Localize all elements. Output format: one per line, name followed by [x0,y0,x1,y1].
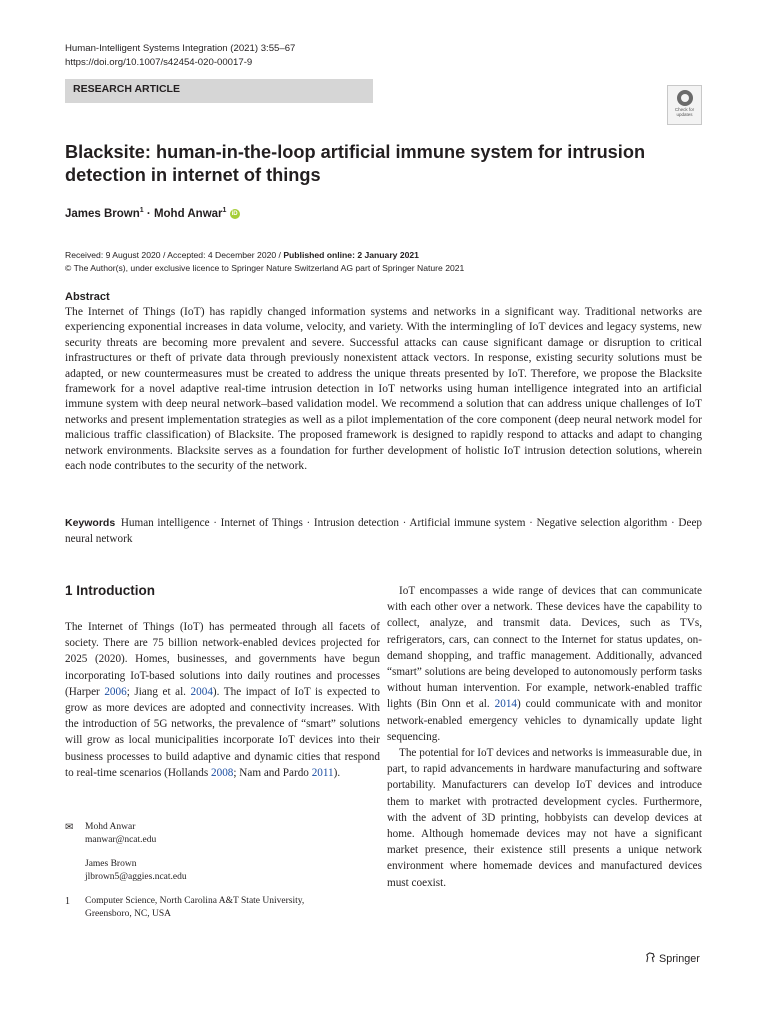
text-run: ; Nam and Pardo [233,766,312,779]
section-heading: 1 Introduction [65,583,155,598]
right-column [387,583,702,891]
author-list [65,207,240,220]
keywords-text: Human intelligence · Internet of Things · Intrusion detection · Artificial immune system · Negative selection algorithm · Deep neural network [65,517,703,545]
author-name[interactable]: James Brown [65,207,140,220]
author-name[interactable]: Mohd Anwar [153,207,223,220]
doi-link[interactable]: https://doi.org/10.1007/s42454-020-00017-9 [65,57,253,68]
publisher-logo [645,952,700,965]
journal-citation: Human-Intelligent Systems Integration (2021) 3:55–67 [65,43,296,54]
text-run: IoT encompasses a wide range of devices that can communicate with each other over a network. These devices have the capability to collect, analyze, and transmit data. Devices, such as TVs, refrigerators, cars, can connect to the Internet for status updates, on-demand shopping, and traffic management. Additionally, advanced “smart” solutions are being developed to autonomously perform tasks without human intervention. For example, network-enabled traffic lights (Bin Onn et al. [387,585,702,711]
springer-horse-icon [645,952,656,963]
article-type: RESEARCH ARTICLE [73,83,180,95]
corresponding-author [65,821,304,847]
author-footnote [65,821,304,921]
text-run: ). [333,766,341,779]
coauthor-name: James Brown [85,859,137,869]
paragraph: The potential for IoT devices and networks is immeasurable due, in part, to rapid advancements in hardware manufacturing and software portability. Manufacturers can develop IoT devices and introduce them to market with protracted development cycles. Furthermore, with the advent of 3D printing, hobbyists can develop devices at home. Although homemade devices may not have a significant market presence, their existence still presents a unique network environment where homemade devices and manufactured devices must coexist. [387,747,702,889]
abstract-body: The Internet of Things (IoT) has rapidly changed information systems and networks in a significant way. Traditional networks are experiencing exponential increases in data volume, velocity, and variety. With the intermingling of IoT devices and legacy systems, new security threats are becoming more prevalent and severe. Successful attacks can cause significant damage or disruption to critical infrastructures or theft of private data through previously nonexistent attack vectors. In response, existing security solutions must be adapted, or new countermeasures must be created to address the unique threats presented by IoT. Therefore, we propose the Blacksite framework for a novel adaptive real-time intrusion detection in IoT networks using human intelligence integrated into an artificial immune system with deep neural network–based validation model. We recommend a solution that can address unique challenges of IoT networks and present implementation strategies as well as a pilot implementation of the core component (deep neural network model for malicious traffic classification) of Blacksite. The proposed framework is designed to rapidly respond to attacks and adapt to changing network environments. Blacksite serves as a foundation for further development of holistic IoT intrusion detection solutions, wherein each node contributes to the security of the network. [65,306,702,473]
left-column [65,619,380,781]
affiliation [65,895,304,921]
keywords [65,515,702,547]
affiliation-mark: 1 [139,207,144,214]
text-run: ; Jiang et al. [126,685,191,698]
orcid-icon[interactable]: iD [231,210,238,217]
citation-link[interactable]: 2011 [311,766,334,779]
affiliation-number: 1 [65,896,70,907]
copyright-text: The Author(s), under exclusive licence to Springer Nature Switzerland AG part of Springer Nature 2021 [73,263,465,273]
affiliation-line: Greensboro, NC, USA [85,909,172,919]
paragraph [387,583,702,745]
article-title: Blacksite: human-in-the-loop artificial immune system for intrusion detection in internet of things [65,142,646,185]
citation-link[interactable]: 2006 [104,685,127,698]
text-run: ) could communicate with and monitor network-enabled emergency vehicles to dynamically update light sequencing. [387,698,702,743]
coauthor-email[interactable]: jlbrown5@aggies.ncat.edu [85,872,187,882]
contact-email[interactable]: manwar@ncat.edu [85,835,157,845]
received-accepted: Received: 9 August 2020 / Accepted: 4 December 2020 / [65,250,284,260]
history-line [65,249,464,262]
co-author [65,858,304,884]
paragraph [65,619,380,781]
publisher-name: Springer [659,953,700,965]
published-online: Published online: 2 January 2021 [283,250,419,260]
affiliation-mark: 1 [222,207,227,214]
abstract-heading: Abstract [65,291,110,303]
author-separator: · [146,207,151,220]
citation-link[interactable]: 2014 [494,698,518,711]
keywords-label: Keywords [65,517,116,529]
contact-name: Mohd Anwar [85,822,136,832]
publication-dates [65,249,464,275]
envelope-icon: ✉ [65,822,74,833]
text-run: ). The impact of IoT is expected to grow as more devices are adopted and connectivity increases. With the introduction of 5G networks, the prevalence of “smart” solutions will grow as local municipalities incorporate IoT devices into their business processes to build adaptive and dynamic cities that respond to real-time scenarios (Hollands [65,685,381,779]
affiliation-line: Computer Science, North Carolina A&T State University, [85,896,305,906]
check-updates-label-2: updates [676,112,693,117]
journal-header [65,42,295,70]
copyright-line [65,262,464,275]
article-type-banner [65,79,373,103]
copyright-icon: © [65,263,72,273]
text-run: The Internet of Things (IoT) has permeated through all facets of society. There are 75 billion network-enabled devices projected for 2025 (2020). Homes, businesses, and governments have begun incorporating IoT-based solutions into daily routines and processes (Harper [65,621,380,698]
citation-link[interactable]: 2008 [211,766,234,779]
citation-link[interactable]: 2004 [190,685,213,698]
check-updates-icon [677,90,693,106]
check-for-updates-badge[interactable] [667,85,702,125]
check-updates-label-1: Check for [674,107,695,112]
